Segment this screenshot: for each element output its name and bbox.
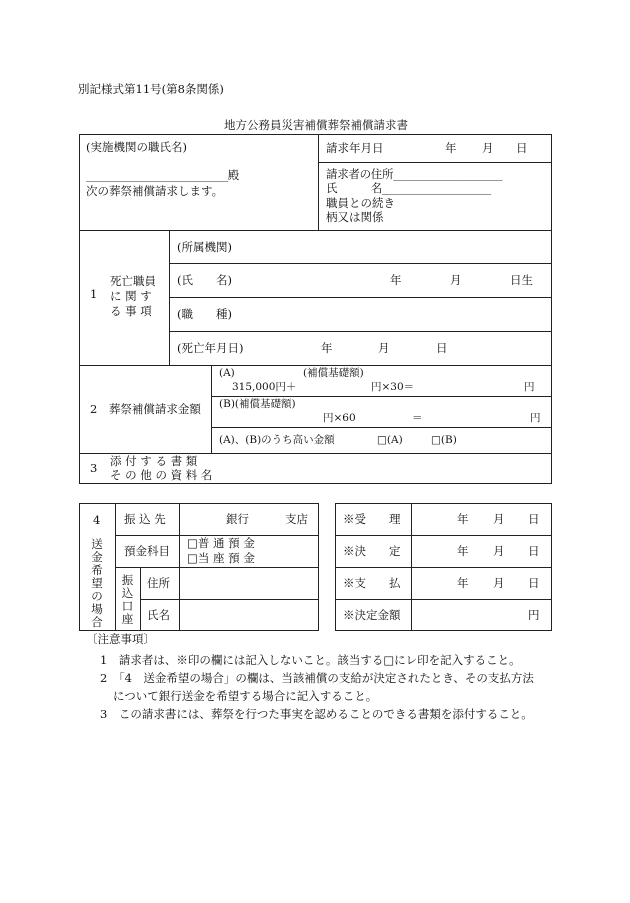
bank-label: 銀行 xyxy=(226,512,249,526)
note-2b: について銀行送金を希望する場合に記入すること。 xyxy=(113,689,378,703)
paid-year: 年 xyxy=(457,576,469,590)
birth-day: 日生 xyxy=(510,273,533,287)
death-year: 年 xyxy=(321,341,333,355)
form-number: 別記様式第11号(第8条関係) xyxy=(78,82,224,96)
calc-a-yen: 円 xyxy=(524,381,535,393)
death-date-label: (死亡年月日) xyxy=(177,341,244,355)
note-3: 3 この請求書には、葬祭を行つた事実を認めることのできる書類を添付すること。 xyxy=(100,707,533,721)
paid-day: 日 xyxy=(528,576,540,590)
claimant-address-field[interactable]: 請求者の住所____________________ xyxy=(326,167,503,181)
current-account-checkbox[interactable]: □当 座 預 金 xyxy=(187,551,255,565)
branch-label: 支店 xyxy=(285,512,308,526)
calc-a-basis: (補償基礎額) xyxy=(303,367,364,379)
transfer-to-label: 振 込 先 xyxy=(124,512,166,526)
affiliation-label: (所属機関) xyxy=(177,240,232,254)
section1-heading-3: る 事 項 xyxy=(110,304,152,318)
form-title: 地方公務員災害補償葬祭補償請求書 xyxy=(224,118,408,132)
agency-label: (実施機関の職氏名) xyxy=(86,140,187,154)
holder-name-label: 氏名 xyxy=(147,608,170,622)
date-day: 日 xyxy=(516,141,528,155)
note-1: 1 請求者は、※印の欄には記入しないこと。該当する□にレ印を記入すること。 xyxy=(100,653,521,667)
calc-a-formula-1: 315,000円＋ xyxy=(232,381,297,393)
section4-number: 4 xyxy=(93,513,101,527)
calc-a-formula-2: 円×30＝ xyxy=(371,381,415,393)
decided-amount-yen: 円 xyxy=(528,608,540,622)
account-type-label: 預金科目 xyxy=(124,544,170,558)
section2-label: 2 葬祭補償請求金額 xyxy=(90,402,201,416)
birth-month: 月 xyxy=(450,273,462,287)
agency-name-line[interactable]: ___________________________殿 xyxy=(86,168,239,182)
date-month: 月 xyxy=(482,141,494,155)
paid-month: 月 xyxy=(493,576,505,590)
birth-year: 年 xyxy=(390,273,402,287)
notes-heading: 〔注意事項〕 xyxy=(86,632,155,646)
note-2a: 2 「4 送金希望の場合」の欄は、当該補償の支給が決定されたとき、その支払方法 xyxy=(100,671,534,685)
received-year: 年 xyxy=(457,512,469,526)
section3-number: 3 xyxy=(90,461,98,475)
decided-day: 日 xyxy=(528,544,540,558)
section1-number: 1 xyxy=(90,287,98,301)
relation-label-1: 職員との続き xyxy=(326,196,395,210)
decided-month: 月 xyxy=(493,544,505,558)
checkbox-a[interactable]: □(A) xyxy=(377,434,403,446)
death-month: 月 xyxy=(378,341,390,355)
section1-heading-1: 死亡職員 xyxy=(110,274,156,288)
request-date-label: 請求年月日 xyxy=(326,141,384,155)
decided-label: ※決 定 xyxy=(343,544,401,558)
claimant-name-field[interactable]: 氏 名____________________ xyxy=(326,181,491,195)
section3-label-2: そ の 他 の 資 料 名 xyxy=(110,468,213,482)
calc-b-label: (B)(補償基礎額) xyxy=(219,398,296,410)
checkbox-b[interactable]: □(B) xyxy=(431,434,457,446)
account-vertical-label: 振込口座 xyxy=(121,573,134,626)
section1-heading-2: に 関 す xyxy=(110,289,152,303)
calc-b-yen: 円 xyxy=(530,412,541,424)
calc-a-label: (A) xyxy=(219,367,235,379)
relation-label-2: 柄又は関係 xyxy=(326,210,384,224)
deceased-name-label: (氏 名) xyxy=(177,273,232,287)
received-month: 月 xyxy=(493,512,505,526)
section3-label-1: 添 付 す る 書 類 xyxy=(110,454,198,468)
calc-b-equals: ＝ xyxy=(412,412,423,424)
received-label: ※受 理 xyxy=(343,512,401,526)
request-text: 次の葬祭補償請求します。 xyxy=(86,184,224,198)
date-year: 年 xyxy=(445,141,457,155)
section4-vertical-label: 送金希望の場合 xyxy=(91,537,103,629)
received-day: 日 xyxy=(528,512,540,526)
higher-amount-label: (A)、(B)のうち高い金額 xyxy=(219,434,335,446)
decided-amount-label: ※決定金額 xyxy=(343,608,401,622)
death-day: 日 xyxy=(436,341,448,355)
decided-year: 年 xyxy=(457,544,469,558)
paid-label: ※支 払 xyxy=(343,576,401,590)
calc-b-formula: 円×60 xyxy=(323,412,356,424)
job-label: (職 種) xyxy=(177,307,232,321)
holder-address-label: 住所 xyxy=(147,576,170,590)
ordinary-account-checkbox[interactable]: □普 通 預 金 xyxy=(187,536,255,550)
